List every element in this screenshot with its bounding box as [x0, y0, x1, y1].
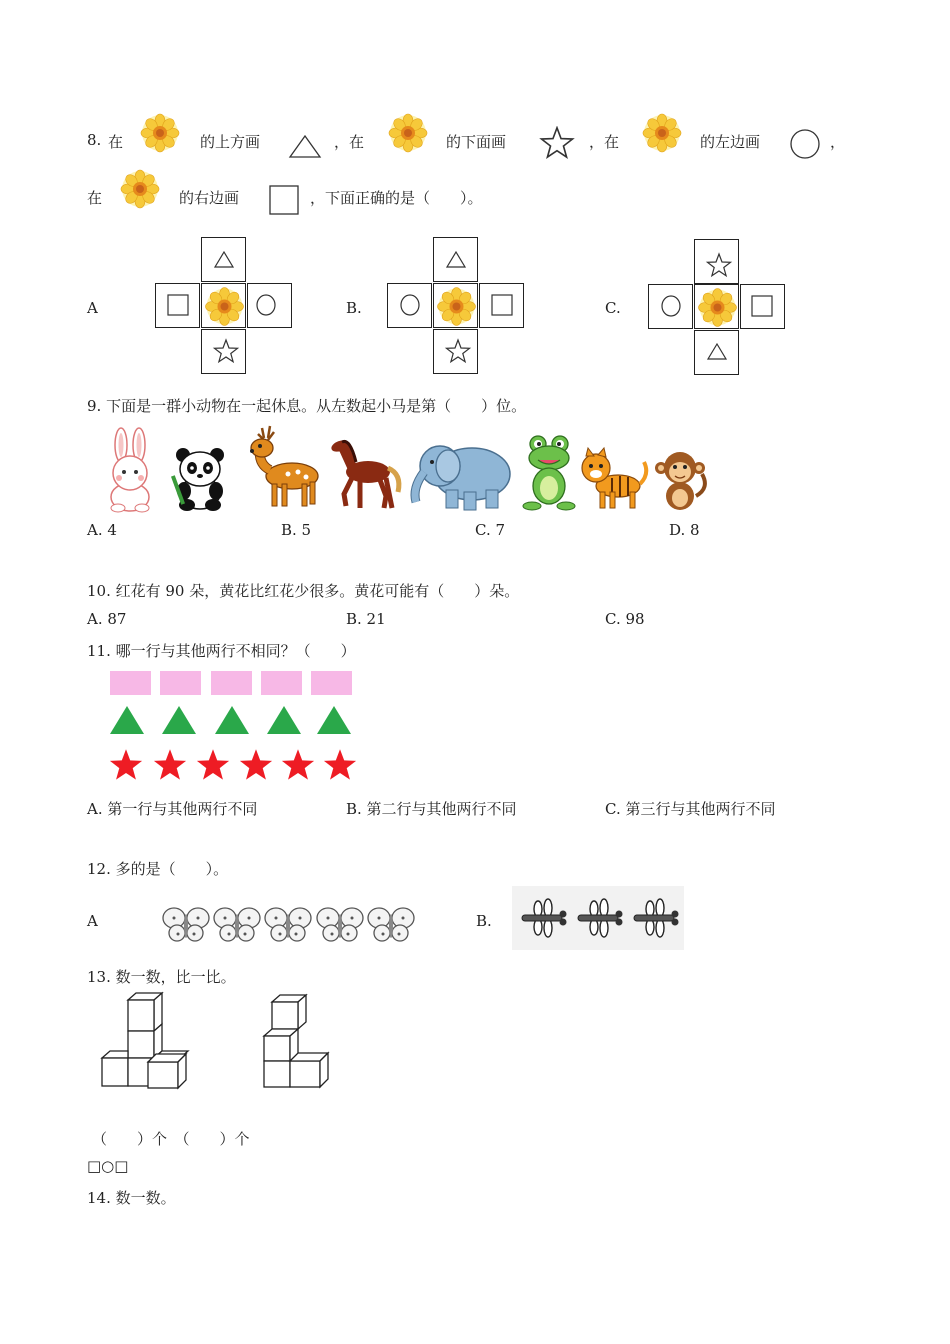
- q8-text-right: 的右边画: [179, 189, 240, 207]
- square-icon: [268, 184, 300, 216]
- q8-text-zai3: ，在: [589, 133, 620, 151]
- q12-butterflies[interactable]: [160, 896, 418, 950]
- q9-option-b[interactable]: B. 5: [281, 521, 312, 539]
- q9-option-c[interactable]: C. 7: [475, 521, 506, 539]
- q8-text-comma: ，: [830, 133, 846, 151]
- star-icon: [538, 126, 576, 160]
- triangle-icon: [288, 133, 322, 159]
- elephant-icon: [406, 436, 518, 512]
- q8-text-zai: 在: [108, 133, 124, 151]
- flower-icon: [695, 285, 740, 330]
- q8-option-a-label: A: [87, 299, 98, 317]
- q14-stem: 14. 数一数。: [87, 1189, 176, 1207]
- q8-text-left: 的左边画: [700, 133, 761, 151]
- butterfly-icon: [214, 908, 260, 941]
- q11-option-c[interactable]: C. 第三行与其他两行不同: [605, 800, 776, 818]
- flower-icon: [642, 113, 682, 153]
- circle-icon: [788, 127, 822, 161]
- cube-stack-right: [258, 990, 342, 1090]
- panda-icon: [170, 447, 230, 511]
- tiger-icon: [578, 446, 650, 512]
- q12-option-a-label: A: [87, 912, 98, 930]
- q8-number: 8.: [87, 131, 102, 149]
- triangle-icon: [434, 238, 479, 283]
- flower-icon: [434, 284, 479, 329]
- q8-option-b-label: B.: [346, 299, 362, 317]
- q11-shapes-figure: [104, 668, 360, 788]
- q8-text-zai4: 在: [87, 189, 103, 207]
- square-icon: [156, 284, 201, 329]
- red-star-row: [110, 749, 356, 779]
- flower-icon: [388, 113, 428, 153]
- q8-text-lower: 的下面画: [446, 133, 507, 151]
- square-icon: [480, 284, 525, 329]
- q10-option-c[interactable]: C. 98: [605, 610, 645, 628]
- q13-stem: 13. 数一数，比一比。: [87, 968, 236, 986]
- triangle-icon: [695, 331, 740, 376]
- butterfly-icon: [368, 908, 414, 941]
- circle-icon: [248, 284, 293, 329]
- q8-option-c-label: C.: [605, 299, 621, 317]
- cube-stack-left: [96, 990, 200, 1090]
- triangle-icon: [202, 238, 247, 283]
- rabbit-icon: [104, 427, 156, 513]
- circle-icon: [649, 285, 694, 330]
- butterfly-icon: [163, 908, 209, 941]
- q11-option-a[interactable]: A. 第一行与其他两行不同: [87, 800, 258, 818]
- q11-option-b[interactable]: B. 第二行与其他两行不同: [346, 800, 517, 818]
- q10-option-a[interactable]: A. 87: [87, 610, 127, 628]
- q12-stem: 12. 多的是（ ）。: [87, 860, 229, 878]
- square-icon: [741, 285, 786, 330]
- circle-icon: [388, 284, 433, 329]
- q9-stem: 9. 下面是一群小动物在一起休息。从左数起小马是第（ ）位。: [87, 397, 527, 415]
- flower-icon: [202, 284, 247, 329]
- horse-icon: [326, 436, 406, 512]
- star-icon: [434, 330, 479, 375]
- butterfly-icon: [317, 908, 363, 941]
- q11-stem: 11. 哪一行与其他两行不相同？（ ）: [87, 642, 356, 660]
- q10-option-b[interactable]: B. 21: [346, 610, 386, 628]
- q9-option-a[interactable]: A. 4: [87, 521, 117, 539]
- q9-option-d[interactable]: D. 8: [669, 521, 700, 539]
- flower-icon: [120, 169, 160, 209]
- flower-icon: [140, 113, 180, 153]
- q8-text-upper: 的上方画: [200, 133, 261, 151]
- deer-icon: [240, 424, 324, 510]
- green-triangle-row: [110, 706, 351, 734]
- q8-text-zai2: ，在: [334, 133, 365, 151]
- q12-dragonflies[interactable]: [512, 886, 684, 950]
- star-icon: [202, 330, 247, 375]
- pink-square-row: [110, 671, 352, 695]
- q8-question: ，下面正确的是（ ）。: [310, 189, 483, 207]
- q10-stem: 10. 红花有 90 朵，黄花比红花少很多。黄花可能有（ ）朵。: [87, 582, 520, 600]
- q13-symbols: □○□: [87, 1157, 129, 1175]
- monkey-icon: [652, 448, 708, 512]
- q13-answer-blanks[interactable]: （ ）个 （ ）个: [92, 1130, 250, 1148]
- star-icon: [695, 240, 740, 285]
- frog-icon: [520, 434, 578, 512]
- q12-option-b-label: B.: [476, 912, 492, 930]
- butterfly-icon: [265, 908, 311, 941]
